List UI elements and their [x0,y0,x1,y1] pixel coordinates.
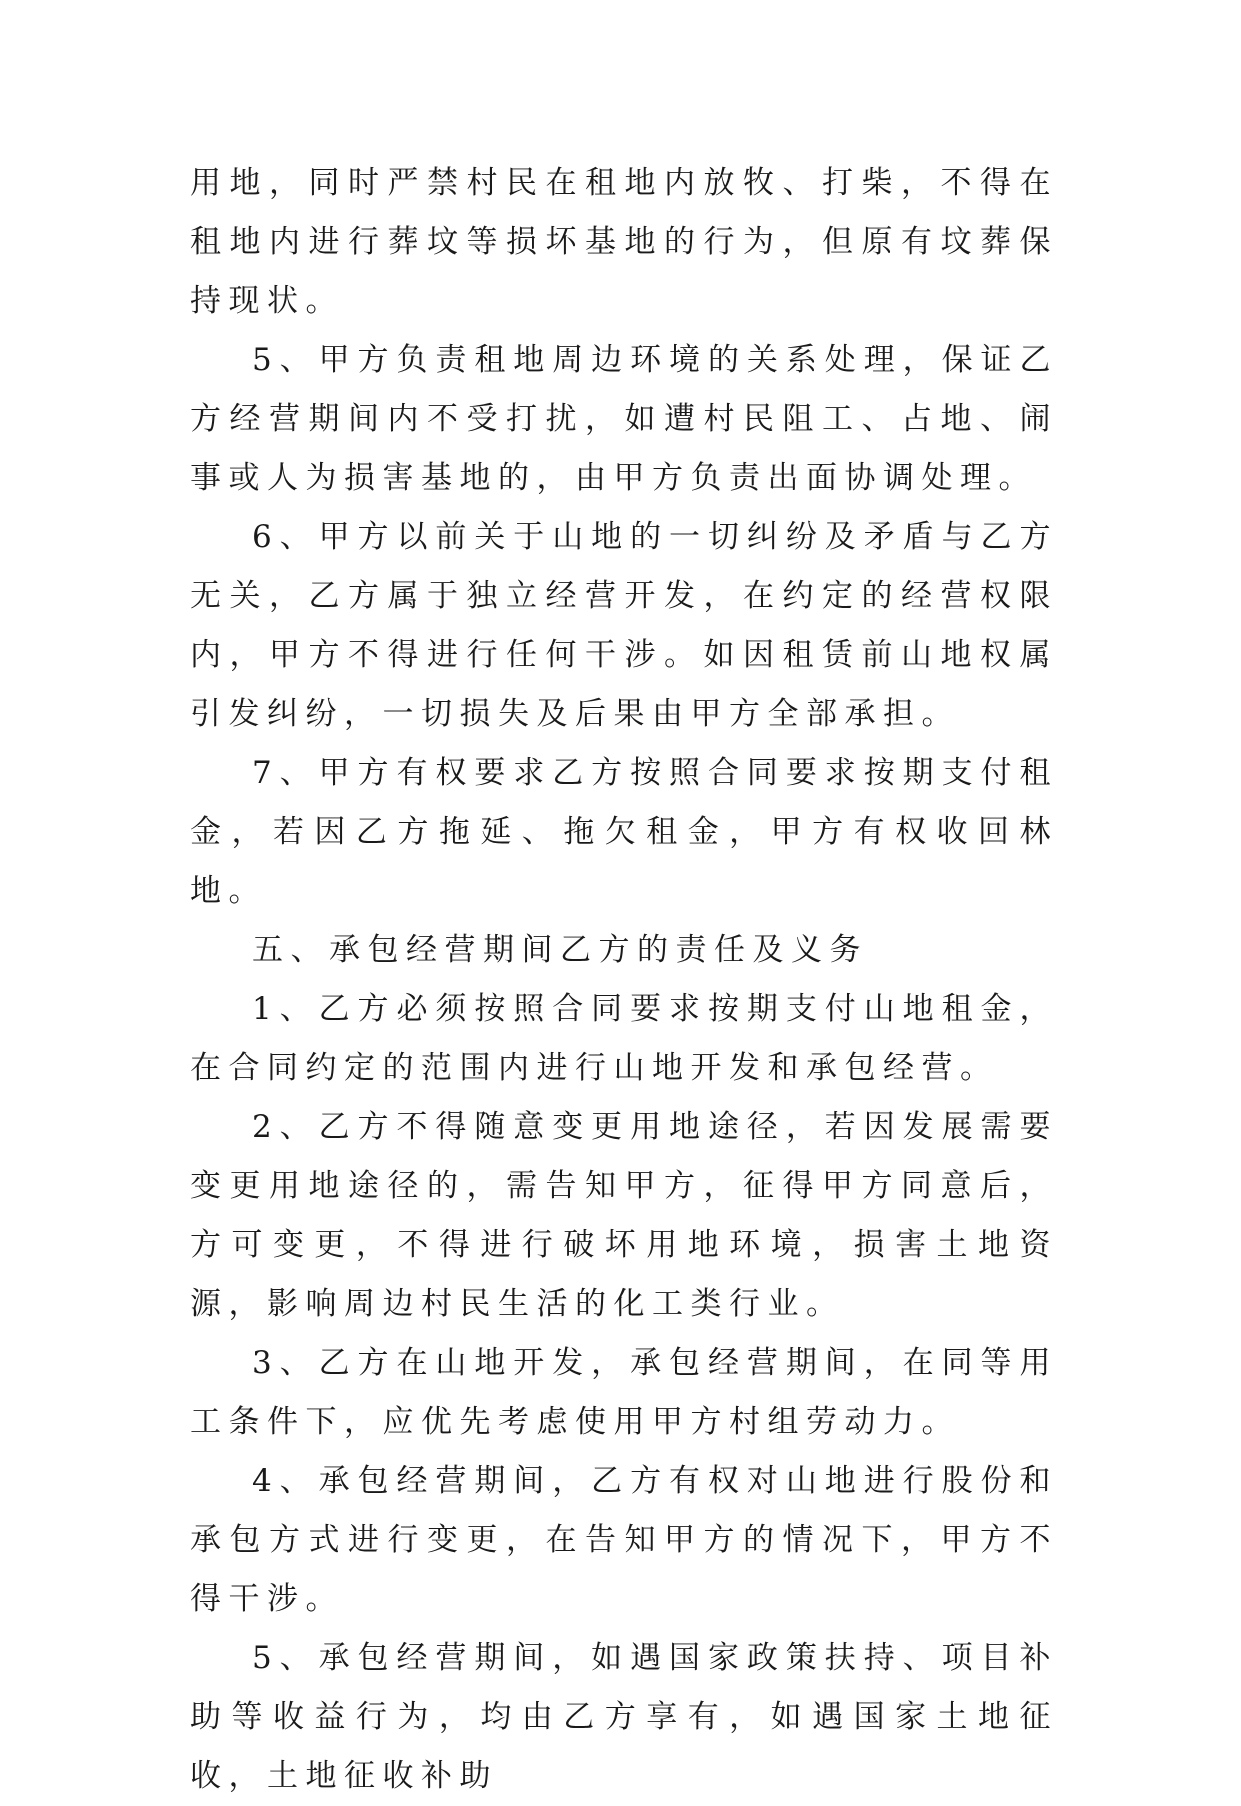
section-heading-5: 五、承包经营期间乙方的责任及义务 [252,932,868,968]
paragraph-continuation: 用地，同时严禁村民在租地内放牧、打柴，不得在租地内进行葬坟等损坏基地的行为，但原有坟葬保持现状。 [190,165,1058,319]
paragraph-clause-4-6: 6、甲方以前关于山地的一切纠纷及矛盾与乙方无关，乙方属于独立经营开发，在约定的经营权限内，甲方不得进行任何干涉。如因租赁前山地权属引发纠纷，一切损失及后果由甲方全部承担。 [190,519,1058,732]
paragraph-clause-4-5: 5、甲方负责租地周边环境的关系处理，保证乙方经营期间内不受打扰，如遭村民阻工、占地、闹事或人为损害基地的，由甲方负责出面协调处理。 [190,342,1058,496]
paragraph-clause-5-1: 1、乙方必须按照合同要求按期支付山地租金，在合同约定的范围内进行山地开发和承包经营。 [190,991,1058,1086]
paragraph-clause-5-3: 3、乙方在山地开发，承包经营期间，在同等用工条件下，应优先考虑使用甲方村组劳动力。 [190,1345,1058,1440]
paragraph-clause-5-4: 4、承包经营期间，乙方有权对山地进行股份和承包方式进行变更，在告知甲方的情况下，甲方不得干涉。 [190,1463,1058,1617]
paragraph-clause-4-7: 7、甲方有权要求乙方按照合同要求按期支付租金，若因乙方拖延、拖欠租金，甲方有权收回林地。 [190,755,1058,909]
document-body [190,154,1058,1806]
paragraph-clause-5-2: 2、乙方不得随意变更用地途径，若因发展需要变更用地途径的，需告知甲方，征得甲方同意后，方可变更，不得进行破坏用地环境，损害土地资源，影响周边村民生活的化工类行业。 [190,1109,1058,1322]
paragraph-clause-5-5: 5、承包经营期间，如遇国家政策扶持、项目补助等收益行为，均由乙方享有，如遇国家土地征收，土地征收补助 [190,1640,1058,1794]
